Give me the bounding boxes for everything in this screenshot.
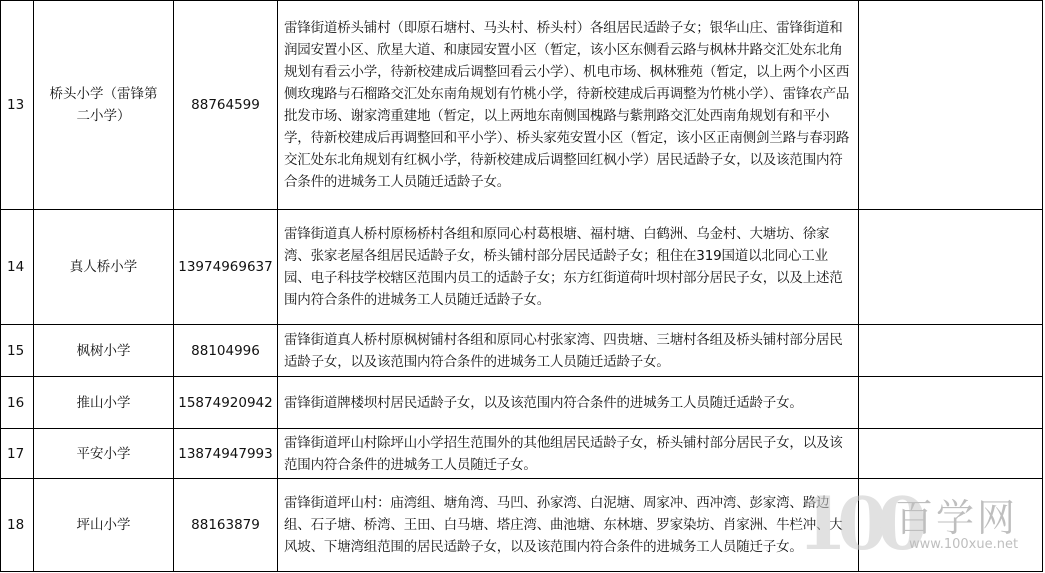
enrollment-range: 雷锋街道真人桥村原杨桥村各组和原同心村葛根塘、福村塘、白鹤洲、乌金村、大塘坊、徐家湾、张家老屋各组居民适龄子女，桥头铺村部分居民适龄子女；租住在319国道以北同心工业园、电子科技学校辖区范围内员工的适龄子女；东方红街道荷叶坝村部分居民子女，以及上述范围内符合条件的进城务工人员随迁适龄子女。: [278, 210, 859, 325]
school-name: 推山小学: [34, 377, 174, 429]
row-number: 13: [1, 1, 34, 210]
school-name: 真人桥小学: [34, 210, 174, 325]
row-number: 17: [1, 429, 34, 479]
school-phone: 13874947993: [174, 429, 278, 479]
school-name: 坪山小学: [34, 479, 174, 572]
empty-cell: [859, 429, 1043, 479]
enrollment-range: 雷锋街道坪山村：庙湾组、塘角湾、马凹、孙家湾、白泥塘、周家冲、西冲湾、彭家湾、路边组、石子塘、桥湾、王田、白马塘、塔庄湾、曲池塘、东林塘、罗家染坊、肖家洲、牛栏冲、大风坡、下塘湾组范围的居民适龄子女，以及该范围内符合条件的进城务工人员随迁子女。: [278, 479, 859, 572]
table-row: [1, 377, 1043, 429]
enrollment-range: 雷锋街道牌楼坝村居民适龄子女，以及该范围内符合条件的进城务工人员随迁适龄子女。: [278, 377, 859, 429]
school-phone: 88163879: [174, 479, 278, 572]
watermark: [797, 477, 1037, 567]
school-phone: 15874920942: [174, 377, 278, 429]
empty-cell: [859, 325, 1043, 377]
watermark-logo: 100: [797, 481, 918, 566]
watermark-url: www.100xue.net: [909, 537, 1019, 552]
school-phone: 88764599: [174, 1, 278, 210]
enrollment-range: 雷锋街道坪山村除坪山小学招生范围外的其他组居民适龄子女，桥头铺村部分居民子女，以及该范围内符合条件的进城务工人员随迁子女。: [278, 429, 859, 479]
row-number: 14: [1, 210, 34, 325]
enrollment-range: 雷锋街道真人桥村原枫树铺村各组和原同心村张家湾、四贵塘、三塘村各组及桥头铺村部分居民适龄子女，以及该范围内符合条件的进城务工人员随迁适龄子女。: [278, 325, 859, 377]
table-row: [1, 429, 1043, 479]
school-phone: 13974969637: [174, 210, 278, 325]
row-number: 16: [1, 377, 34, 429]
table-row: [1, 210, 1043, 325]
row-number: 18: [1, 479, 34, 572]
enrollment-range: 雷锋街道桥头铺村（即原石塘村、马头村、桥头村）各组居民适龄子女；银华山庄、雷锋街道和润园安置小区、欣星大道、和康园安置小区（暂定，该小区东侧看云路与枫林井路交汇处东北角规划有看云小学，待新校建成后调整回看云小学）、机电市场、枫林雅苑（暂定，以上两个小区西侧玫瑰路与石榴路交汇处东南角规划有竹桃小学，待新校建成后再调整为竹桃小学）、雷锋农产品批发市场、谢家湾重建地（暂定，以上两地东南侧国槐路与紫荆路交汇处西南角规划有和平小学，待新校建成后再调整回和平小学）、桥头家苑安置小区（暂定，该小区正南侧剑兰路与春羽路交汇处东北角规划有红枫小学，待新校建成后调整回红枫小学）居民适龄子女，以及该范围内符合条件的进城务工人员随迁适龄子女。: [278, 1, 859, 210]
table-row: [1, 325, 1043, 377]
empty-cell: [859, 377, 1043, 429]
school-name: 平安小学: [34, 429, 174, 479]
school-name: 桥头小学（雷锋第二小学）: [34, 1, 174, 210]
empty-cell: [859, 210, 1043, 325]
table-row: [1, 1, 1043, 210]
watermark-text: 百学网: [895, 496, 1019, 540]
school-name: 枫树小学: [34, 325, 174, 377]
empty-cell: [859, 1, 1043, 210]
school-phone: 88104996: [174, 325, 278, 377]
row-number: 15: [1, 325, 34, 377]
